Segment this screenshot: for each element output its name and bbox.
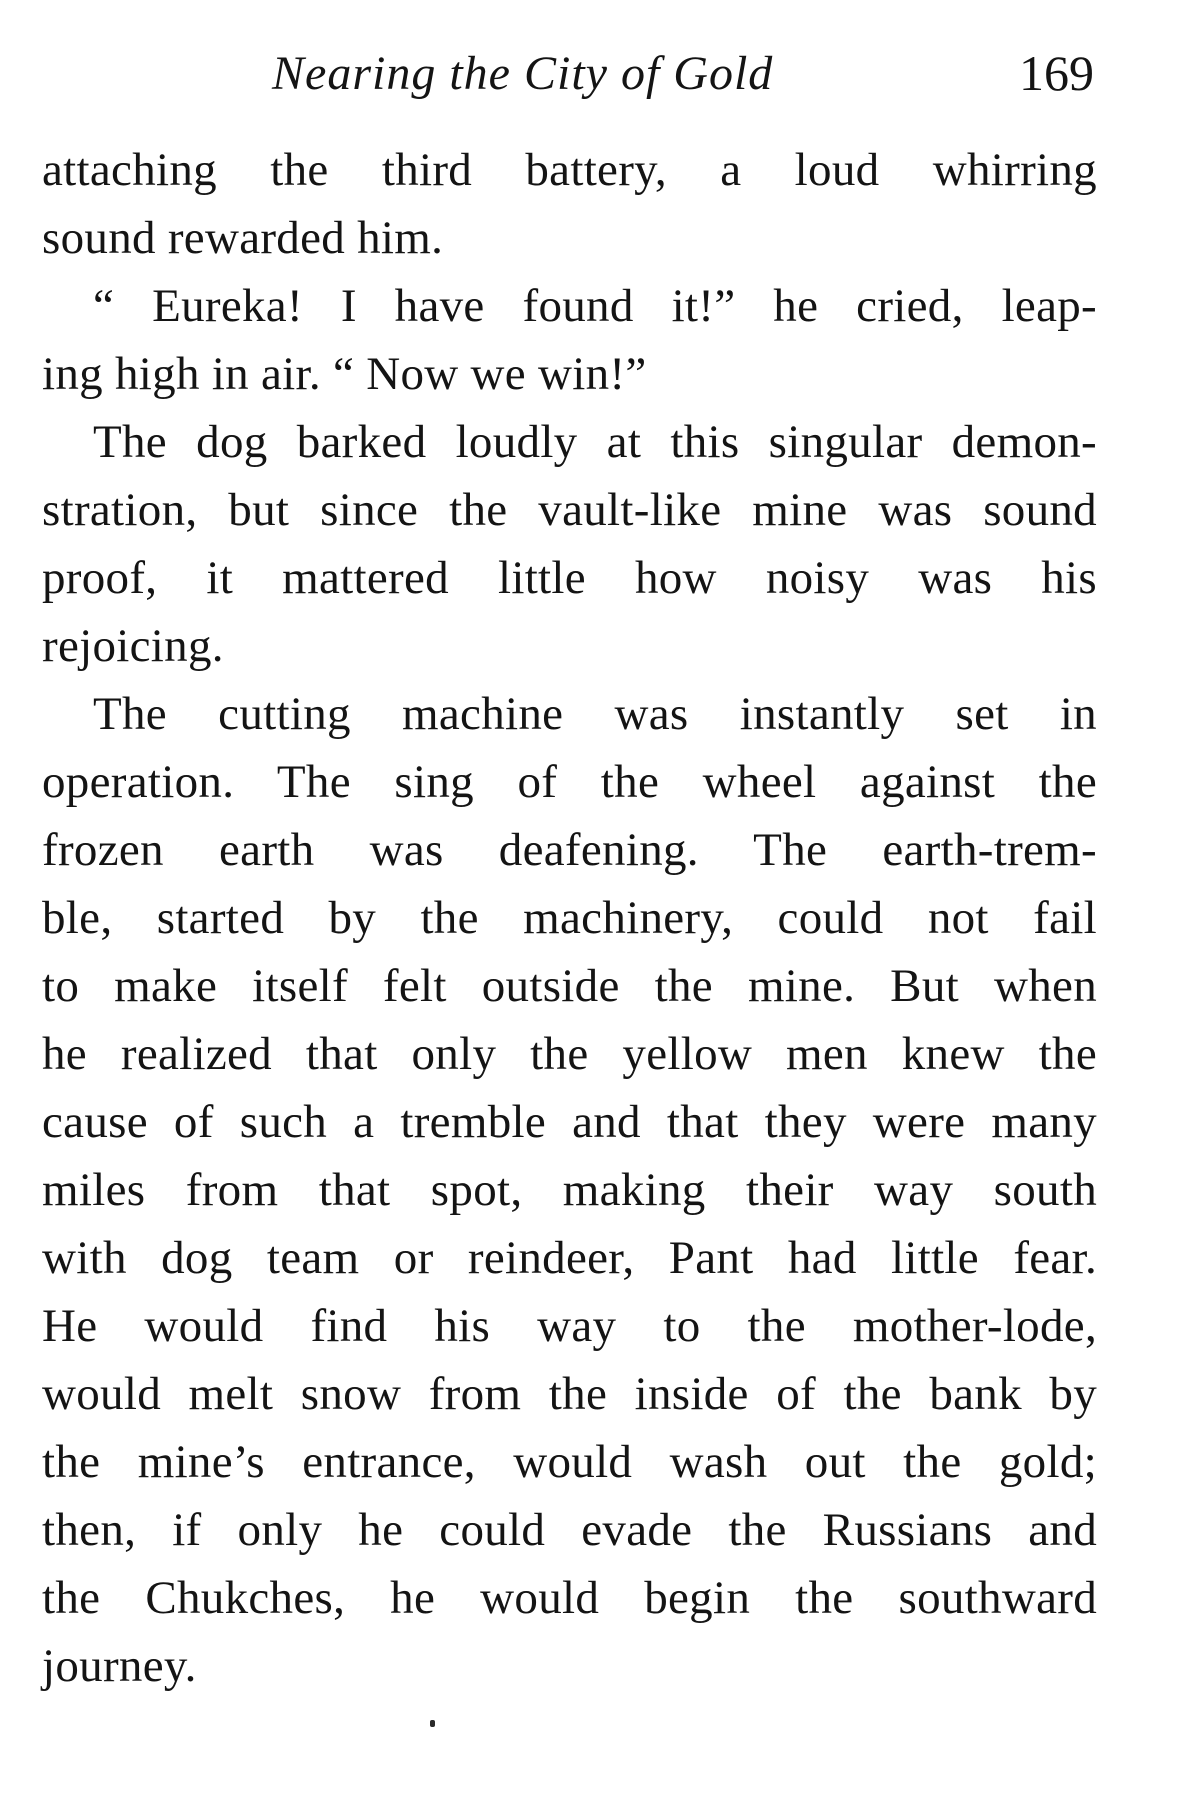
text-line: journey. [42, 1640, 197, 1692]
text-line: the mine’s entrance, would wash out the gold; [42, 1436, 1097, 1488]
text-line: then, if only he could evade the Russians and [42, 1504, 1097, 1556]
text-line: operation. The sing of the wheel against the [42, 756, 1097, 808]
text-line: miles from that spot, making their way south [42, 1164, 1097, 1216]
text-line: The dog barked loudly at this singular demon- [93, 416, 1097, 468]
text-line: the Chukches, he would begin the southward [42, 1572, 1097, 1624]
text-line: he realized that only the yellow men knew the [42, 1028, 1097, 1080]
text-line: would melt snow from the inside of the bank by [42, 1368, 1097, 1420]
text-line: He would find his way to the mother-lode, [42, 1300, 1097, 1352]
text-line: frozen earth was deafening. The earth-trem- [42, 824, 1097, 876]
text-line: ble, started by the machinery, could not fail [42, 892, 1097, 944]
text-line: ing high in air. “ Now we win!” [42, 348, 647, 400]
text-line: The cutting machine was instantly set in [93, 688, 1097, 740]
running-title: Nearing the City of Gold [272, 47, 774, 100]
text-line: stration, but since the vault-like mine was sound [42, 484, 1097, 536]
text-line: rejoicing. [42, 620, 224, 672]
print-speck [430, 1720, 435, 1727]
page-number: 169 [1019, 45, 1094, 101]
text-line: with dog team or reindeer, Pant had little fear. [42, 1232, 1097, 1284]
text-line: proof, it mattered little how noisy was his [42, 552, 1097, 604]
text-line: attaching the third battery, a loud whirring [42, 144, 1097, 196]
running-head [0, 38, 1191, 108]
text-line: to make itself felt outside the mine. But when [42, 960, 1097, 1012]
text-line: “ Eureka! I have found it!” he cried, leap- [93, 280, 1097, 332]
text-line: sound rewarded him. [42, 212, 444, 264]
text-line: cause of such a tremble and that they were many [42, 1096, 1097, 1148]
body-text [42, 136, 1097, 1700]
